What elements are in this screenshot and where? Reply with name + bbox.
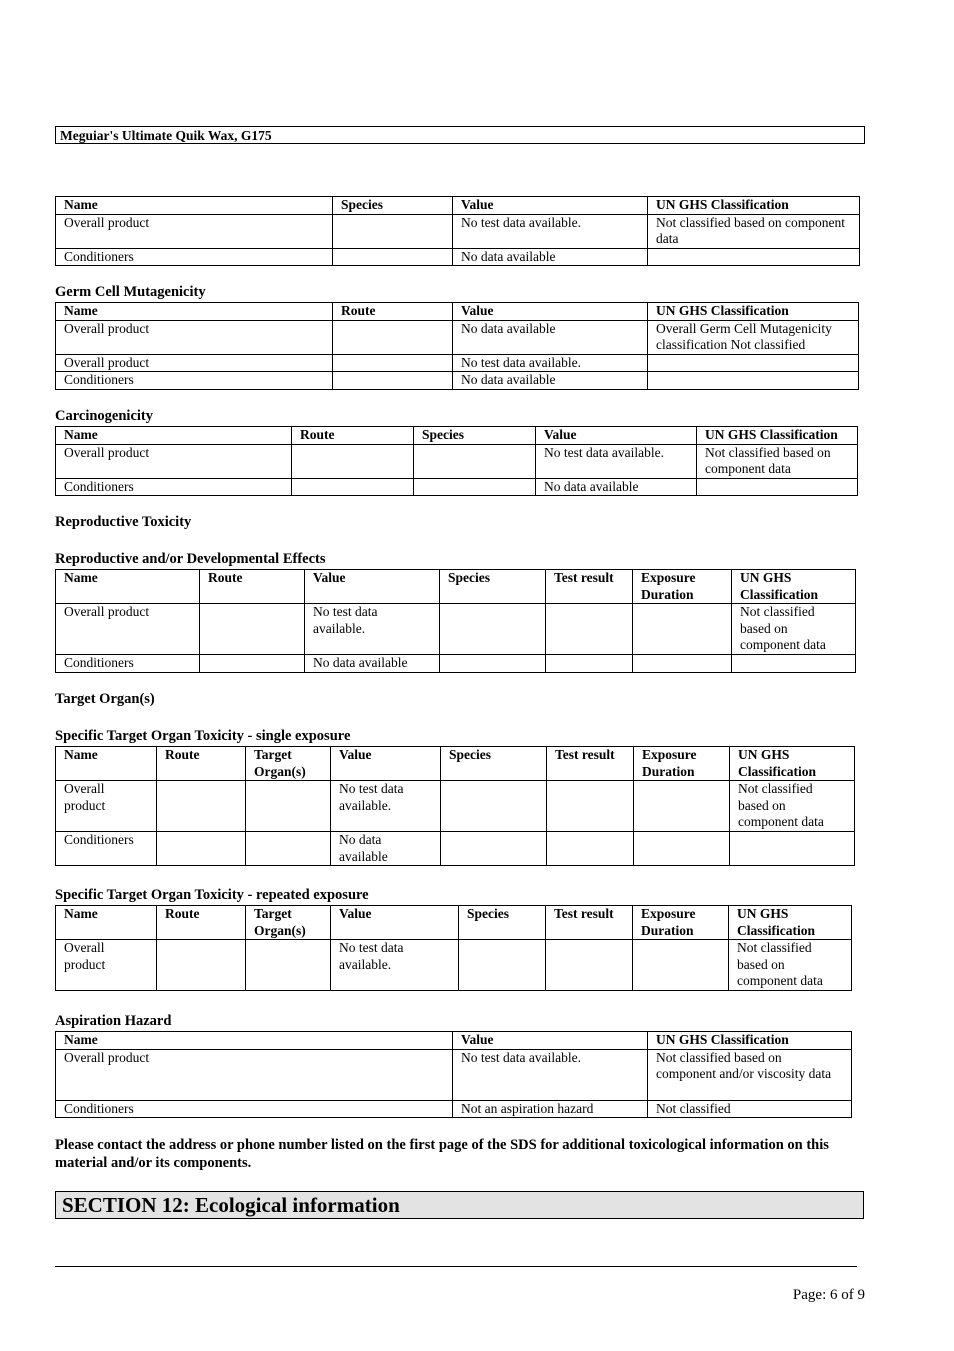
cell: Overall product (56, 444, 292, 478)
cell (633, 604, 732, 655)
footer-divider (55, 1266, 857, 1267)
cell: Conditioners (56, 1100, 453, 1118)
cell (157, 832, 246, 866)
col-header: Species (441, 747, 547, 781)
cell (441, 832, 547, 866)
col-header: Species (459, 906, 546, 940)
cell: Overall product (56, 1049, 453, 1100)
cell (333, 248, 453, 266)
cell: Not classified based on component data (648, 214, 860, 248)
cell (633, 655, 732, 673)
cell (246, 832, 331, 866)
col-header: Exposure Duration (634, 747, 730, 781)
col-header: Species (440, 570, 546, 604)
cell: No data available (453, 320, 648, 354)
col-header: Name (56, 1032, 453, 1050)
col-header: Value (331, 906, 459, 940)
cell: Conditioners (56, 832, 157, 866)
col-header: Route (200, 570, 305, 604)
table-aspiration (55, 1031, 852, 1118)
cell (440, 604, 546, 655)
cell (547, 832, 634, 866)
table-row (56, 832, 855, 866)
cell (333, 354, 453, 372)
cell (648, 372, 859, 390)
cell: Conditioners (56, 655, 200, 673)
contact-note: Please contact the address or phone number listed on the first page of the SDS for additional toxicological information on this material and/or its components. (55, 1137, 829, 1171)
table-row (56, 248, 860, 266)
col-header: Value (453, 303, 648, 321)
col-header: Name (56, 197, 333, 215)
cell: No test data available. (453, 354, 648, 372)
cell: Overall product (56, 214, 333, 248)
section-title-stot-single: Specific Target Organ Toxicity - single exposure (55, 728, 351, 744)
cell: Not classified based on component data (730, 781, 855, 832)
table-row (56, 214, 860, 248)
cell: Not classified based on component data (732, 604, 856, 655)
cell (730, 832, 855, 866)
cell (633, 940, 729, 991)
cell (634, 781, 730, 832)
col-header: Route (157, 906, 246, 940)
cell (200, 604, 305, 655)
cell (440, 655, 546, 673)
cell: No test data available. (453, 214, 648, 248)
cell: Overall product (56, 320, 333, 354)
table-carcinogenicity (55, 426, 858, 496)
cell: No data available (331, 832, 441, 866)
col-header: Test result (546, 570, 633, 604)
col-header: Value (305, 570, 440, 604)
cell: Overall product (56, 940, 157, 991)
cell: Conditioners (56, 478, 292, 496)
cell (546, 940, 633, 991)
table-row (56, 444, 858, 478)
cell (157, 940, 246, 991)
col-header: Name (56, 570, 200, 604)
cell: Overall product (56, 354, 333, 372)
cell: Overall product (56, 781, 157, 832)
table-stot-repeated (55, 905, 852, 991)
col-header: UN GHS Classification (648, 1032, 852, 1050)
col-header: Species (333, 197, 453, 215)
cell: No test data available. (536, 444, 697, 478)
cell (697, 478, 858, 496)
col-header: Value (453, 1032, 648, 1050)
table-germ-cell (55, 302, 859, 390)
col-header: Value (453, 197, 648, 215)
table-row (56, 372, 859, 390)
cell (441, 781, 547, 832)
cell: Conditioners (56, 248, 333, 266)
cell: Not classified based on component and/or viscosity data (648, 1049, 852, 1100)
cell (157, 781, 246, 832)
col-header: Value (536, 427, 697, 445)
section-title-reproductive-effects: Reproductive and/or Developmental Effects (55, 551, 326, 567)
col-header: UN GHS Classification (730, 747, 855, 781)
col-header: Route (157, 747, 246, 781)
section-title-stot-repeated: Specific Target Organ Toxicity - repeated exposure (55, 887, 369, 903)
table-row (56, 655, 856, 673)
cell: Not classified based on component data (729, 940, 852, 991)
cell: Not an aspiration hazard (453, 1100, 648, 1118)
section-12-heading: SECTION 12: Ecological information (55, 1191, 864, 1219)
product-header: Meguiar's Ultimate Quik Wax, G175 (55, 126, 865, 144)
cell: No data available (453, 248, 648, 266)
col-header: Name (56, 303, 333, 321)
col-header: Value (331, 747, 441, 781)
cell: No data available (536, 478, 697, 496)
table-row (56, 478, 858, 496)
cell: No test data available. (305, 604, 440, 655)
col-header: Exposure Duration (633, 570, 732, 604)
cell (634, 832, 730, 866)
cell: Overall product (56, 604, 200, 655)
cell: No test data available. (331, 781, 441, 832)
col-header: Name (56, 747, 157, 781)
cell (333, 372, 453, 390)
cell (648, 248, 860, 266)
page-number: Page: 6 of 9 (792, 1287, 865, 1303)
cell (414, 444, 536, 478)
col-header: Test result (546, 906, 633, 940)
table-row (56, 354, 859, 372)
cell (546, 604, 633, 655)
cell (246, 940, 331, 991)
col-header: Target Organ(s) (246, 906, 331, 940)
cell (333, 320, 453, 354)
cell (200, 655, 305, 673)
col-header: Species (414, 427, 536, 445)
cell (546, 655, 633, 673)
col-header: UN GHS Classification (729, 906, 852, 940)
cell: No test data available. (453, 1049, 648, 1100)
col-header: Target Organ(s) (246, 747, 331, 781)
section-title-target-organs: Target Organ(s) (55, 691, 155, 707)
table-row (56, 1100, 852, 1118)
col-header: Exposure Duration (633, 906, 729, 940)
table-row (56, 781, 855, 832)
section-title-germ-cell: Germ Cell Mutagenicity (55, 284, 206, 300)
col-header: Test result (547, 747, 634, 781)
section-title-aspiration: Aspiration Hazard (55, 1013, 172, 1029)
cell (459, 940, 546, 991)
cell (333, 214, 453, 248)
cell (547, 781, 634, 832)
col-header: Name (56, 906, 157, 940)
cell (414, 478, 536, 496)
col-header: UN GHS Classification (732, 570, 856, 604)
cell (732, 655, 856, 673)
table-row (56, 1049, 852, 1100)
col-header: UN GHS Classification (648, 197, 860, 215)
cell: No data available (453, 372, 648, 390)
col-header: Name (56, 427, 292, 445)
col-header: Route (333, 303, 453, 321)
cell: Not classified (648, 1100, 852, 1118)
cell (648, 354, 859, 372)
section-title-carcinogenicity: Carcinogenicity (55, 408, 153, 424)
col-header: Route (292, 427, 414, 445)
table-row (56, 320, 859, 354)
table-row (56, 604, 856, 655)
cell (246, 781, 331, 832)
table-acute-summary (55, 196, 860, 266)
col-header: UN GHS Classification (697, 427, 858, 445)
table-reproductive (55, 569, 856, 673)
cell: Overall Germ Cell Mutagenicity classification Not classified (648, 320, 859, 354)
cell: No test data available. (331, 940, 459, 991)
cell (292, 444, 414, 478)
col-header: UN GHS Classification (648, 303, 859, 321)
table-stot-single (55, 746, 855, 866)
section-title-reproductive-toxicity: Reproductive Toxicity (55, 514, 192, 530)
table-row (56, 940, 852, 991)
cell: No data available (305, 655, 440, 673)
cell (292, 478, 414, 496)
cell: Not classified based on component data (697, 444, 858, 478)
cell: Conditioners (56, 372, 333, 390)
